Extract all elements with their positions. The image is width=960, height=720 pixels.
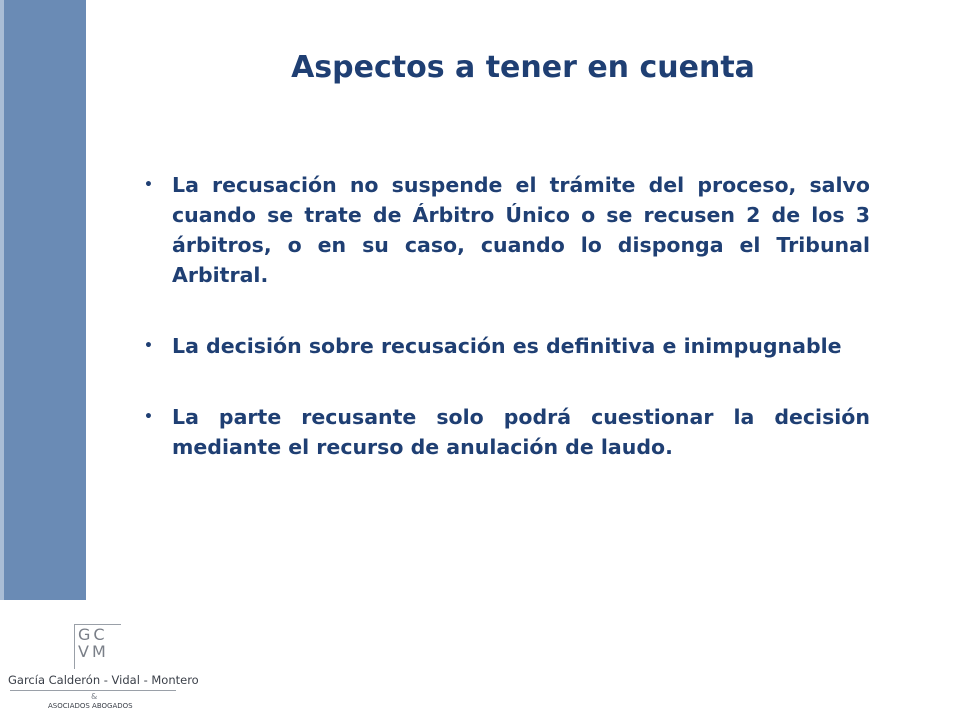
logo-subtitle: ASOCIADOS ABOGADOS	[48, 702, 133, 710]
logo-monogram-top: GC	[78, 625, 108, 644]
bullet-text: La parte recusante solo podrá cuestionar la decisión mediante el recurso de anulación de laudo.	[172, 405, 870, 459]
logo-monogram	[78, 626, 109, 660]
logo-ampersand: &	[91, 692, 98, 701]
bullet-dot-icon: •	[144, 338, 153, 354]
firm-logo	[8, 620, 199, 715]
bullet-dot-icon: •	[144, 409, 153, 425]
logo-monogram-bottom: VM	[78, 642, 109, 661]
sidebar-decoration	[0, 0, 86, 600]
logo-divider	[10, 690, 176, 691]
slide-title: Aspectos a tener en cuenta	[291, 50, 755, 85]
bullet-dot-icon: •	[144, 177, 153, 193]
bullet-item	[140, 170, 870, 290]
bullet-list	[140, 170, 870, 503]
bullet-item	[140, 331, 870, 361]
logo-firm-name: García Calderón - Vidal - Montero	[8, 673, 199, 687]
bullet-text: La recusación no suspende el trámite del proceso, salvo cuando se trate de Árbitro Único o se recusen 2 de los 3 árbitros, o en su caso, cuando lo disponga el Tribunal Arbitral.	[172, 173, 870, 287]
sidebar-edge	[0, 0, 4, 600]
bullet-item	[140, 402, 870, 462]
bullet-text: La decisión sobre recusación es definitiva e inimpugnable	[172, 334, 842, 358]
